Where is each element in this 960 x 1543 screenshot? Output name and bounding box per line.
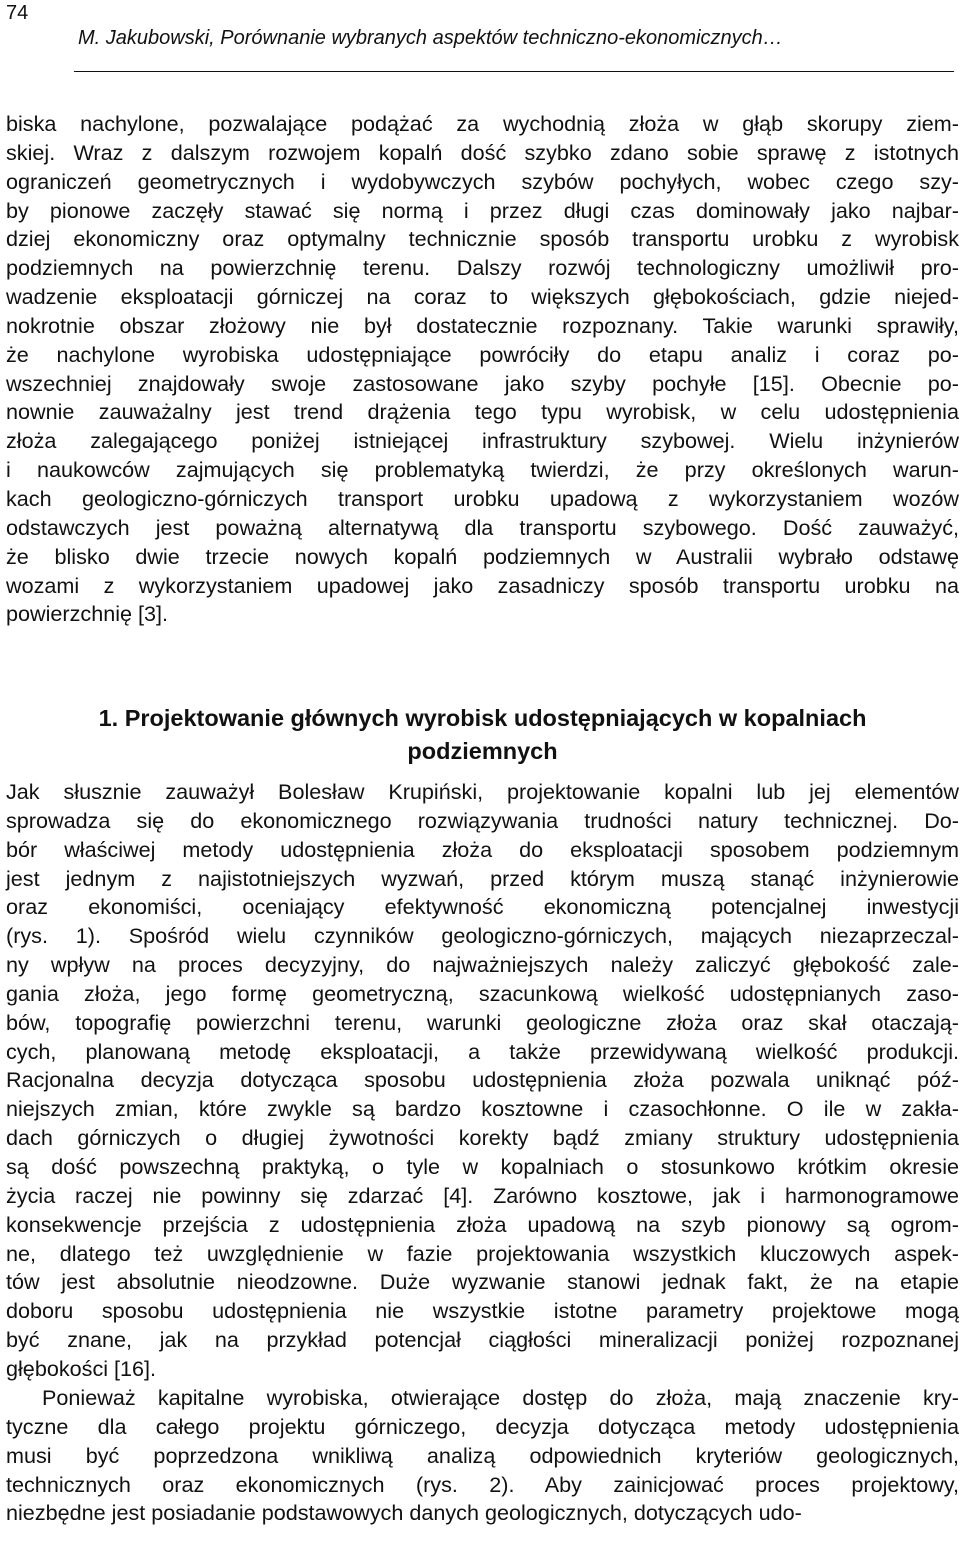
text-line: nownie zauważalny jest trend drążenia tego typu wyrobisk, w celu udostępnienia [6,399,959,425]
text-line: tów jest absolutnie nieodzowne. Duże wyzwanie stanowi jednak fakt, że na etapie [6,1269,959,1295]
text-line: i naukowców zajmujących się problematyką twierdzi, że przy określonych warun- [6,457,959,483]
page-number: 74 [6,2,29,24]
text-line: skiej. Wraz z dalszym rozwojem kopalń dość szybko zdano sobie sprawę z istotnych [6,139,959,165]
text-line: ny wpływ na proces decyzyjny, do najważniejszych należy zaliczyć głębokość zale- [6,952,959,978]
text-line: cych, planowaną metodę eksploatacji, a także przewidywaną wielkość produkcji. [6,1038,959,1064]
text-line: bór właściwej metody udostępnienia złoża do eksploatacji sposobem podziemnym [6,836,959,862]
text-line: dziej ekonomiczny oraz optymalny technicznie sposób transportu urobku z wyrobisk [6,226,959,252]
text-line: gania złoża, jego formę geometryczną, szacunkową wielkość udostępnianych zaso- [6,980,959,1006]
text-line: być znane, jak na przykład potencjał ciągłości mineralizacji poniżej rozpoznanej [6,1327,959,1353]
text-line: biska nachylone, pozwalające podążać za wychodnią złoża w głąb skorupy ziem- [6,111,959,136]
text-line: oraz ekonomiści, oceniający efektywność ekonomiczną potencjalnej inwestycji [6,894,959,920]
text-line: wozami z wykorzystaniem upadowej jako zasadniczy sposób transportu urobku na [6,572,959,598]
text-line: nokrotnie obszar złożowy nie był dostatecznie rozpoznany. Takie warunki sprawiły, [6,312,959,338]
text-line: konsekwencje przejścia z udostępnienia złoża upadową na szyb pionowy są ogrom- [6,1211,959,1237]
section-heading-line-2: podziemnych [407,738,558,764]
text-line: Ponieważ kapitalne wyrobiska, otwierające dostęp do złoża, mają znaczenie kry- [42,1385,959,1410]
text-line: musi być poprzedzona wnikliwą analizą odpowiednich kryteriów geologicznych, [6,1442,959,1468]
paragraph-intro [6,110,959,629]
running-header: M. Jakubowski, Porównanie wybranych aspektów techniczno-ekonomicznych… [78,27,783,49]
text-line: doboru sposobu udostępnienia nie wszystkie istotne parametry projektowe mogą [6,1298,959,1324]
text-line: ne, dlatego też uwzględnienie w fazie projektowania wszystkich kluczowych aspek- [6,1240,959,1266]
paragraph-design [6,778,959,1384]
text-line: podziemnych na powierzchnię terenu. Dalszy rozwój technologiczny umożliwił pro- [6,255,959,281]
paragraph-criteria [6,1384,959,1528]
text-line: są dość powszechną praktyką, o tyle w kopalniach o stosunkowo krótkim okresie [6,1153,959,1179]
text-line: że nachylone wyrobiska udostępniające powróciły do etapu analiz i coraz po- [6,341,959,367]
text-line: bów, topografię powierzchni terenu, warunki geologiczne złoża oraz skał otaczają- [6,1009,959,1035]
text-line: ograniczeń geometrycznych i wydobywczych szybów pochyłych, wobec czego szy- [6,168,959,194]
text-line: wszechniej znajdowały swoje zastosowane jako szyby pochyłe [15]. Obecnie po- [6,370,959,396]
header-rule [74,71,954,72]
text-line: wadzenie eksploatacji górniczej na coraz to większych głębokościach, gdzie niejed- [6,284,959,310]
text-line: powierzchnię [3]. [6,601,169,627]
text-line: by pionowe zaczęły stawać się normą i przez długi czas dominowały jako najbar- [6,197,959,223]
text-line: złoża zalegającego poniżej istniejącej infrastruktury szybowej. Wielu inżynierów [6,428,959,454]
text-line: niejszych zmian, które zwykle są bardzo kosztowne i czasochłonne. O ile w zakła- [6,1096,959,1122]
text-line: że blisko dwie trzecie nowych kopalń podziemnych w Australii wybrało odstawę [6,543,959,569]
text-line: niezbędne jest posiadanie podstawowych danych geologicznych, dotyczących udo- [6,1500,802,1526]
text-line: Racjonalna decyzja dotycząca sposobu udostępnienia złoża pozwala uniknąć póź- [6,1067,959,1093]
text-line: kach geologiczno-górniczych transport urobku upadową z wykorzystaniem wozów [6,485,959,511]
text-line: życia raczej nie powinny się zdarzać [4]. Zarówno kosztowe, jak i harmonogramowe [6,1182,959,1208]
text-line: (rys. 1). Spośród wielu czynników geologiczno-górniczych, mających niezaprzeczal- [6,923,959,949]
section-heading-line-1: 1. Projektowanie głównych wyrobisk udostępniających w kopalniach [98,705,867,731]
text-line: sprowadza się do ekonomicznego rozwiązywania trudności natury technicznej. Do- [6,807,959,833]
text-line: jest jednym z najistotniejszych wyzwań, przed którym muszą stanąć inżynierowie [6,865,959,891]
text-line: odstawczych jest poważną alternatywą dla transportu szybowego. Dość zauważyć, [6,514,959,540]
text-line: technicznych oraz ekonomicznych (rys. 2). Aby zainicjować proces projektowy, [6,1471,959,1497]
section-heading [6,702,959,768]
text-line: głębokości [16]. [6,1355,157,1381]
text-line: dach górniczych o długiej żywotności korekty bądź zmiany struktury udostępnienia [6,1125,959,1151]
text-line: Jak słusznie zauważył Bolesław Krupiński, projektowanie kopalni lub jej elementów [6,779,959,804]
text-line: tyczne dla całego projektu górniczego, decyzja dotycząca metody udostępnienia [6,1413,959,1439]
